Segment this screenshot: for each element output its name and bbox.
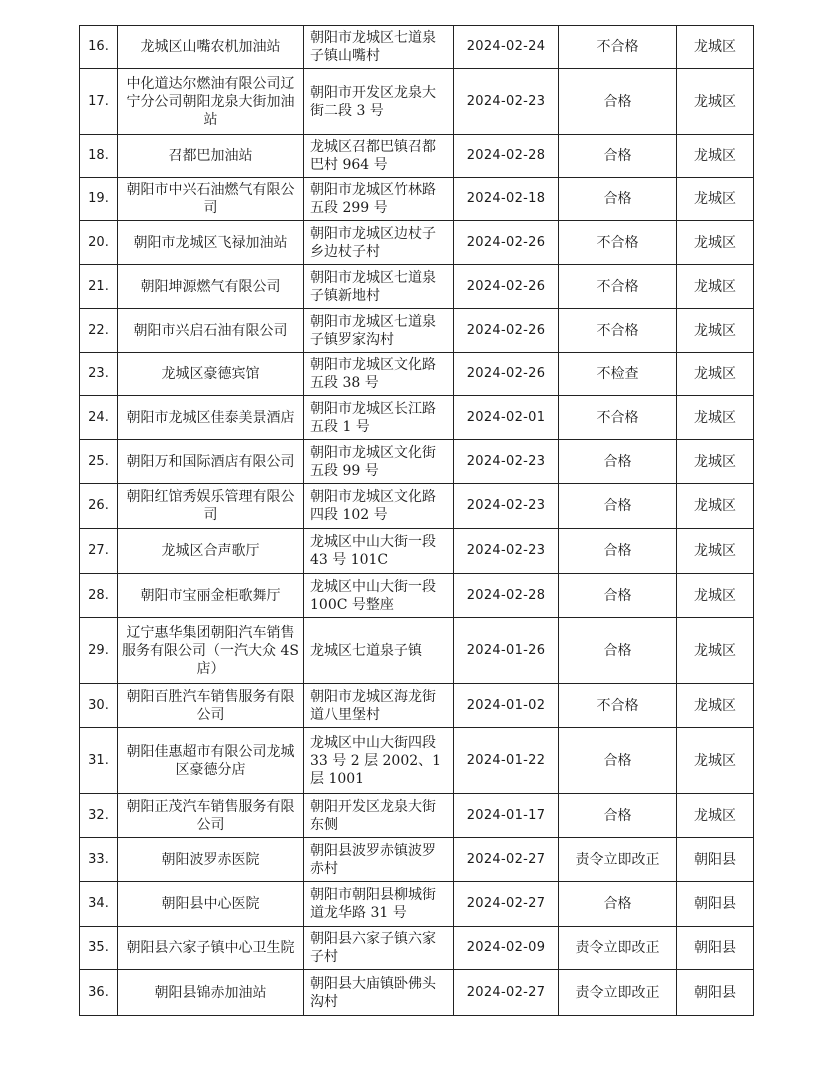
address-cell: 朝阳市开发区龙泉大街二段 3 号 (304, 69, 454, 135)
inspection-date: 2024-02-28 (454, 574, 559, 618)
table-row (80, 728, 754, 794)
table-row (80, 178, 754, 221)
inspection-date: 2024-02-28 (454, 135, 559, 178)
inspection-date: 2024-02-09 (454, 927, 559, 970)
inspection-date: 2024-01-17 (454, 794, 559, 838)
entity-name: 朝阳市龙城区飞禄加油站 (118, 221, 304, 265)
entity-name: 朝阳市宝丽金柜歌舞厅 (118, 574, 304, 618)
table-row (80, 265, 754, 309)
table-row (80, 309, 754, 353)
entity-name: 朝阳正茂汽车销售服务有限公司 (118, 794, 304, 838)
entity-name: 朝阳县中心医院 (118, 882, 304, 927)
result-cell: 不检查 (559, 353, 677, 396)
table-row (80, 927, 754, 970)
row-number: 17. (80, 69, 118, 135)
entity-name: 朝阳佳惠超市有限公司龙城区豪德分店 (118, 728, 304, 794)
address-cell: 朝阳市龙城区竹林路五段 299 号 (304, 178, 454, 221)
address-cell: 朝阳市龙城区七道泉子镇新地村 (304, 265, 454, 309)
table-row (80, 440, 754, 484)
row-number: 21. (80, 265, 118, 309)
result-cell: 合格 (559, 882, 677, 927)
address-cell: 朝阳市龙城区七道泉子镇罗家沟村 (304, 309, 454, 353)
inspection-date: 2024-02-27 (454, 838, 559, 882)
table-row (80, 970, 754, 1016)
entity-name: 朝阳百胜汽车销售服务有限公司 (118, 684, 304, 728)
table-row (80, 135, 754, 178)
inspection-date: 2024-02-27 (454, 882, 559, 927)
inspection-date: 2024-02-23 (454, 440, 559, 484)
table-row (80, 26, 754, 69)
row-number: 19. (80, 178, 118, 221)
table-row (80, 574, 754, 618)
table-row (80, 484, 754, 529)
address-cell: 龙城区中山大街一段 100C 号整座 (304, 574, 454, 618)
row-number: 26. (80, 484, 118, 529)
inspection-date: 2024-01-26 (454, 618, 559, 684)
table-row (80, 684, 754, 728)
result-cell: 责令立即改正 (559, 838, 677, 882)
region-cell: 朝阳县 (677, 838, 754, 882)
entity-name: 朝阳县锦赤加油站 (118, 970, 304, 1016)
result-cell: 合格 (559, 794, 677, 838)
region-cell: 朝阳县 (677, 927, 754, 970)
address-cell: 龙城区中山大街四段 33 号 2 层 2002、1 层 1001 (304, 728, 454, 794)
region-cell: 朝阳县 (677, 882, 754, 927)
region-cell: 龙城区 (677, 309, 754, 353)
address-cell: 朝阳县大庙镇卧佛头沟村 (304, 970, 454, 1016)
row-number: 31. (80, 728, 118, 794)
address-cell: 龙城区七道泉子镇 (304, 618, 454, 684)
inspection-date: 2024-02-26 (454, 265, 559, 309)
row-number: 29. (80, 618, 118, 684)
entity-name: 朝阳市中兴石油燃气有限公司 (118, 178, 304, 221)
row-number: 16. (80, 26, 118, 69)
result-cell: 合格 (559, 69, 677, 135)
region-cell: 龙城区 (677, 529, 754, 574)
region-cell: 龙城区 (677, 794, 754, 838)
table-row (80, 838, 754, 882)
inspection-date: 2024-02-23 (454, 69, 559, 135)
result-cell: 不合格 (559, 221, 677, 265)
entity-name: 召都巴加油站 (118, 135, 304, 178)
entity-name: 中化道达尔燃油有限公司辽宁分公司朝阳龙泉大街加油站 (118, 69, 304, 135)
result-cell: 合格 (559, 728, 677, 794)
result-cell: 责令立即改正 (559, 970, 677, 1016)
result-cell: 合格 (559, 440, 677, 484)
row-number: 36. (80, 970, 118, 1016)
row-number: 25. (80, 440, 118, 484)
row-number: 34. (80, 882, 118, 927)
table-row (80, 794, 754, 838)
entity-name: 朝阳县六家子镇中心卫生院 (118, 927, 304, 970)
address-cell: 朝阳市朝阳县柳城街道龙华路 31 号 (304, 882, 454, 927)
table-row (80, 221, 754, 265)
address-cell: 朝阳市龙城区七道泉子镇山嘴村 (304, 26, 454, 69)
inspection-date: 2024-02-26 (454, 309, 559, 353)
result-cell: 合格 (559, 618, 677, 684)
table-row (80, 396, 754, 440)
address-cell: 朝阳市龙城区长江路五段 1 号 (304, 396, 454, 440)
row-number: 20. (80, 221, 118, 265)
address-cell: 朝阳市龙城区文化路四段 102 号 (304, 484, 454, 529)
table-row (80, 618, 754, 684)
entity-name: 辽宁惠华集团朝阳汽车销售服务有限公司（一汽大众 4S 店） (118, 618, 304, 684)
inspection-date: 2024-02-23 (454, 529, 559, 574)
table-row (80, 353, 754, 396)
region-cell: 龙城区 (677, 26, 754, 69)
inspection-date: 2024-01-22 (454, 728, 559, 794)
inspection-date: 2024-02-26 (454, 353, 559, 396)
address-cell: 朝阳县波罗赤镇波罗赤村 (304, 838, 454, 882)
row-number: 27. (80, 529, 118, 574)
inspection-date: 2024-02-27 (454, 970, 559, 1016)
inspection-date: 2024-02-01 (454, 396, 559, 440)
inspection-date: 2024-02-18 (454, 178, 559, 221)
region-cell: 龙城区 (677, 618, 754, 684)
table-row (80, 529, 754, 574)
entity-name: 朝阳万和国际酒店有限公司 (118, 440, 304, 484)
row-number: 30. (80, 684, 118, 728)
result-cell: 合格 (559, 574, 677, 618)
entity-name: 朝阳市龙城区佳泰美景酒店 (118, 396, 304, 440)
row-number: 28. (80, 574, 118, 618)
region-cell: 龙城区 (677, 353, 754, 396)
result-cell: 不合格 (559, 309, 677, 353)
address-cell: 朝阳市龙城区文化街五段 99 号 (304, 440, 454, 484)
result-cell: 不合格 (559, 26, 677, 69)
entity-name: 龙城区合声歌厅 (118, 529, 304, 574)
entity-name: 朝阳坤源燃气有限公司 (118, 265, 304, 309)
inspection-date: 2024-02-24 (454, 26, 559, 69)
region-cell: 龙城区 (677, 728, 754, 794)
address-cell: 朝阳市龙城区边杖子乡边杖子村 (304, 221, 454, 265)
entity-name: 朝阳红馆秀娱乐管理有限公司 (118, 484, 304, 529)
row-number: 18. (80, 135, 118, 178)
result-cell: 合格 (559, 529, 677, 574)
row-number: 24. (80, 396, 118, 440)
entity-name: 朝阳波罗赤医院 (118, 838, 304, 882)
row-number: 32. (80, 794, 118, 838)
entity-name: 龙城区豪德宾馆 (118, 353, 304, 396)
address-cell: 朝阳开发区龙泉大街东侧 (304, 794, 454, 838)
inspection-date: 2024-02-26 (454, 221, 559, 265)
result-cell: 不合格 (559, 684, 677, 728)
region-cell: 龙城区 (677, 135, 754, 178)
address-cell: 朝阳县六家子镇六家子村 (304, 927, 454, 970)
inspection-table (79, 25, 754, 1016)
address-cell: 龙城区中山大街一段 43 号 101C (304, 529, 454, 574)
region-cell: 龙城区 (677, 684, 754, 728)
row-number: 33. (80, 838, 118, 882)
region-cell: 龙城区 (677, 178, 754, 221)
region-cell: 龙城区 (677, 69, 754, 135)
inspection-date: 2024-02-23 (454, 484, 559, 529)
result-cell: 不合格 (559, 396, 677, 440)
row-number: 23. (80, 353, 118, 396)
region-cell: 龙城区 (677, 484, 754, 529)
region-cell: 朝阳县 (677, 970, 754, 1016)
table-row (80, 882, 754, 927)
row-number: 22. (80, 309, 118, 353)
region-cell: 龙城区 (677, 574, 754, 618)
inspection-date: 2024-01-02 (454, 684, 559, 728)
address-cell: 朝阳市龙城区文化路五段 38 号 (304, 353, 454, 396)
region-cell: 龙城区 (677, 221, 754, 265)
entity-name: 龙城区山嘴农机加油站 (118, 26, 304, 69)
entity-name: 朝阳市兴启石油有限公司 (118, 309, 304, 353)
address-cell: 龙城区召都巴镇召都巴村 964 号 (304, 135, 454, 178)
result-cell: 不合格 (559, 265, 677, 309)
table-row (80, 69, 754, 135)
address-cell: 朝阳市龙城区海龙街道八里堡村 (304, 684, 454, 728)
result-cell: 责令立即改正 (559, 927, 677, 970)
region-cell: 龙城区 (677, 440, 754, 484)
region-cell: 龙城区 (677, 265, 754, 309)
result-cell: 合格 (559, 135, 677, 178)
result-cell: 合格 (559, 484, 677, 529)
region-cell: 龙城区 (677, 396, 754, 440)
result-cell: 合格 (559, 178, 677, 221)
row-number: 35. (80, 927, 118, 970)
